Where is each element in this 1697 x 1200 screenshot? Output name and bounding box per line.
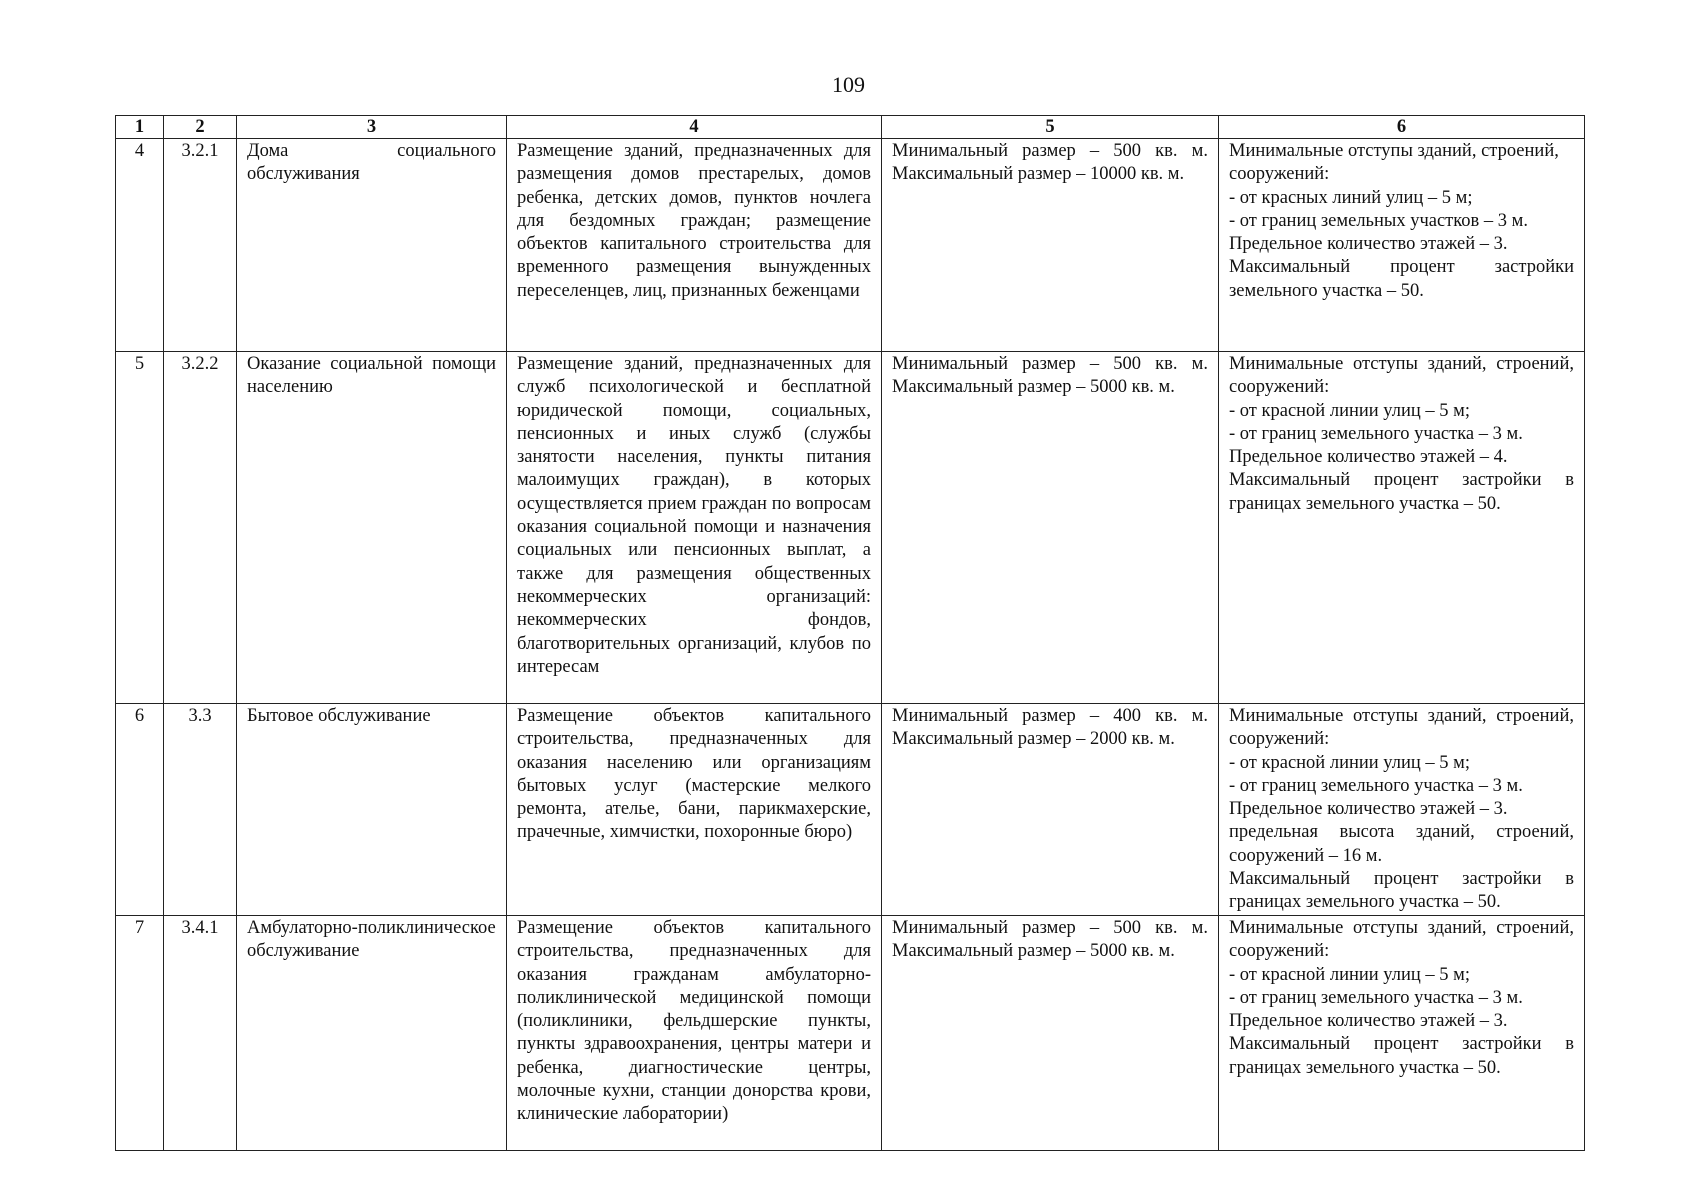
building-limits	[1219, 139, 1585, 352]
row-number: 7	[116, 916, 164, 1151]
use-description: Размещение объектов капитального строительства, предназначенных для оказания гражданам амбулаторно-поликлинической медицинской помощи (поликлиники, фельдшерские пункты, пункты здравоохранения, центры матери и ребенка, диагностические центры, молочные кухни, станции донорства крови, клинические лаборатории)	[507, 916, 882, 1151]
table-row	[116, 916, 1585, 1151]
column-header-6: 6	[1219, 116, 1585, 139]
limits-line: Максимальный процент застройки в границах земельного участка – 50.	[1229, 470, 1574, 514]
use-name: Амбулаторно-поликлиническое обслуживание	[237, 916, 507, 1151]
limits-line: предельная высота зданий, строений, сооружений – 16 м.	[1229, 822, 1574, 866]
limits-line: - от красной линии улиц – 5 м;	[1229, 752, 1470, 773]
use-name: Дома социального обслуживания	[237, 139, 507, 352]
limits-line: Максимальный процент застройки в границах земельного участка – 50.	[1229, 1034, 1574, 1078]
limits-line: Предельное количество этажей – 3.	[1229, 234, 1508, 255]
table-row	[116, 704, 1585, 916]
plot-size: Минимальный размер – 400 кв. м. Максимальный размер – 2000 кв. м.	[882, 704, 1219, 916]
row-number: 6	[116, 704, 164, 916]
plot-size: Минимальный размер – 500 кв. м. Максимальный размер – 10000 кв. м.	[882, 139, 1219, 352]
use-description: Размещение объектов капитального строительства, предназначенных для оказания населению или организациям бытовых услуг (мастерские мелкого ремонта, ателье, бани, парикмахерские, прачечные, химчистки, похоронные бюро)	[507, 704, 882, 916]
building-limits	[1219, 916, 1585, 1151]
building-limits	[1219, 352, 1585, 704]
row-number: 5	[116, 352, 164, 704]
limits-line: Предельное количество этажей – 3.	[1229, 1011, 1508, 1032]
limits-line: - от красной линии улиц – 5 м;	[1229, 964, 1470, 985]
use-description: Размещение зданий, предназначенных для служб психологической и бесплатной юридической помощи, социальных, пенсионных и иных служб (службы занятости населения, пункты питания малоимущих граждан), в которых осуществляется прием граждан по вопросам оказания социальной помощи и назначения социальных или пенсионных выплат, а также для размещения общественных некоммерческих организаций: некоммерческих фондов, благотворительных организаций, клубов по интересам	[507, 352, 882, 704]
limits-line: Минимальные отступы зданий, строений, сооружений:	[1229, 354, 1574, 398]
limits-line: - от границ земельного участка – 3 м.	[1229, 423, 1523, 444]
column-header-3: 3	[237, 116, 507, 139]
limits-line: Минимальные отступы зданий, строений, сооружений:	[1229, 918, 1574, 962]
limits-line: - от границ земельного участка – 3 м.	[1229, 775, 1523, 796]
limits-line: Минимальные отступы зданий, строений, сооружений:	[1229, 141, 1559, 185]
column-header-4: 4	[507, 116, 882, 139]
column-header-1: 1	[116, 116, 164, 139]
table-header-row	[116, 116, 1585, 139]
page-number: 109	[832, 72, 865, 97]
plot-size: Минимальный размер – 500 кв. м. Максимальный размер – 5000 кв. м.	[882, 916, 1219, 1151]
plot-size: Минимальный размер – 500 кв. м. Максимальный размер – 5000 кв. м.	[882, 352, 1219, 704]
limits-line: Предельное количество этажей – 3.	[1229, 799, 1508, 820]
limits-line: - от красных линий улиц – 5 м;	[1229, 187, 1473, 208]
limits-line: Максимальный процент застройки в границах земельного участка – 50.	[1229, 869, 1574, 913]
limits-line: Предельное количество этажей – 4.	[1229, 447, 1508, 468]
limits-line: Минимальные отступы зданий, строений, сооружений:	[1229, 706, 1574, 750]
use-code: 3.3	[164, 704, 237, 916]
limits-line: Максимальный процент застройки земельного участка – 50.	[1229, 257, 1574, 301]
table-row	[116, 352, 1585, 704]
table-row	[116, 139, 1585, 352]
use-code: 3.2.2	[164, 352, 237, 704]
row-number: 4	[116, 139, 164, 352]
land-use-table	[115, 115, 1585, 1151]
use-code: 3.4.1	[164, 916, 237, 1151]
use-description: Размещение зданий, предназначенных для размещения домов престарелых, домов ребенка, детских домов, пунктов ночлега для бездомных граждан; размещение объектов капитального строительства для временного размещения вынужденных переселенцев, лиц, признанных беженцами	[507, 139, 882, 352]
limits-line: - от границ земельного участка – 3 м.	[1229, 987, 1523, 1008]
use-name: Оказание социальной помощи населению	[237, 352, 507, 704]
use-code: 3.2.1	[164, 139, 237, 352]
column-header-2: 2	[164, 116, 237, 139]
limits-line: - от красной линии улиц – 5 м;	[1229, 400, 1470, 421]
column-header-5: 5	[882, 116, 1219, 139]
limits-line: - от границ земельных участков – 3 м.	[1229, 210, 1528, 231]
use-name: Бытовое обслуживание	[237, 704, 507, 916]
building-limits	[1219, 704, 1585, 916]
